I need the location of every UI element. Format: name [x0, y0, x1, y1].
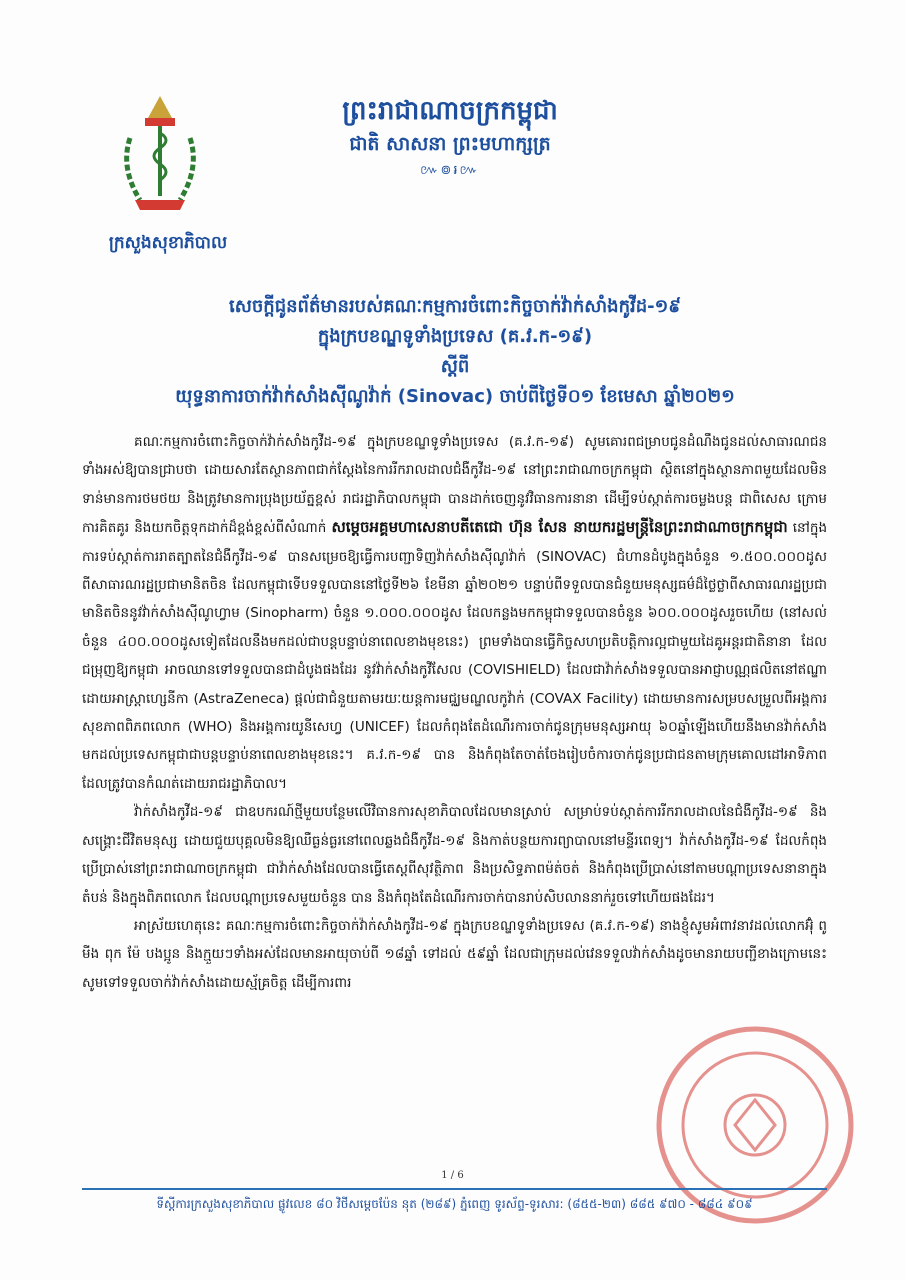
document-title-line-2: ក្នុងក្របខណ្ឌទូទាំងប្រទេស (គ.វ.ក-១៩): [317, 326, 593, 347]
document-title-line-3: ស្ដីពី: [440, 356, 470, 377]
footer-address: ទីស្ដីការក្រសួងសុខាភិបាល ផ្លូវលេខ ៨០ វិថីសម្ដេចប៉ែន នុត (២៨៩) ភ្នំពេញ ទូរស័ព្ទ-ទូរសារ: (៨៥៥-២៣) ៨៨៥ ៩៧០ - ៨៨៤ ៩០៩: [156, 1197, 753, 1211]
document-title-line-1: សេចក្ដីជូនព័ត៌មានរបស់គណៈកម្មការចំពោះកិច្ចចាក់វ៉ាក់សាំងកូវីដ-១៩: [229, 296, 681, 317]
ministry-name: ក្រសួងសុខាភិបាល: [108, 233, 228, 253]
footer-divider: [82, 1188, 827, 1190]
paragraph-2: វ៉ាក់សាំងកូវីដ-១៩ ជាឧបករណ៍ថ្មីមួយបន្ថែមលើវិធានការសុខាភិបាលដែលមានស្រាប់ សម្រាប់ទប់ស្កាត់ការរីករាលដាលនៃជំងឺកូវីដ-១៩ និងសង្គ្រោះជីវិតមនុស្ស ដោយជួយបុគ្គលមិនឱ្យឈឺធ្ងន់ធ្ងរនៅពេលឆ្លងជំងឺកូវីដ-១៩ និងកាត់បន្ថយការព្យាបាលនៅមន្ទីរពេទ្យ។ វ៉ាក់សាំងកូវីដ-១៩ ដែលកំពុងប្រើប្រាស់នៅព្រះរាជាណាចក្រកម្ពុជា ជាវ៉ាក់សាំងដែលបានធ្វើតេស្តពីសុវត្ថិភាព និងប្រសិទ្ធភាពម៉ត់ចត់ និងកំពុងប្រើប្រាស់នៅតាមបណ្ដាប្រទេសនានាក្នុងតំបន់ និងក្នុងពិភពលោក ដែលបណ្ដាប្រទេសមួយចំនួន បាន និងកំពុងតែដំណើរការចាក់បានរាប់សិបលាននាក់រួចទៅហើយផងដែរ។: [82, 804, 827, 906]
document-body: [82, 428, 827, 997]
national-motto: ជាតិ សាសនា ព្រះមហាក្សត្រ: [349, 133, 551, 155]
page-number: 1 / 6: [441, 1170, 464, 1181]
paragraph-1-part-b: នៅក្នុងការទប់ស្កាត់ការរាតត្បាតនៃជំងឺកូវីដ-១៩ បានសម្រេចឱ្យធ្វើការបញ្ជាទិញវ៉ាក់សាំងស៊ីណូវ៉ាក់ (SINOVAC) ជំហានដំបូងក្នុងចំនួន ១.៥០០.០០០ដូស ពីសាធារណរដ្ឋប្រជាមានិតចិន ដែលកម្ពុជាទើបទទួលបាននៅថ្ងៃទី២៦ ខែមីនា ឆ្នាំ២០២១ បន្ទាប់ពីទទួលបានជំនួយមនុស្សធម៌ដ៏ថ្លៃថ្លាពីសាធារណរដ្ឋប្រជាមានិតចិននូវវ៉ាក់សាំងស៊ីណូហ្វាម (Sinopharm) ចំនួន ១.០០០.០០០ដូស ដែលកន្លងមកកម្ពុជាទទួលបានចំនួន ៦០០.០០០ដូសរួចហើយ (នៅសល់ចំនួន ៤០០.០០០ដូសទៀតដែលនឹងមកដល់ជាបន្តបន្ទាប់នាពេលខាងមុខនេះ) ព្រមទាំងបានធ្វើកិច្ចសហប្រតិបត្តិការល្អជាមួយដៃគូអន្តរជាតិនានា ដែលជម្រុញឱ្យកម្ពុជា អាចឈានទៅទទួលបានជាដំបូងផងដែរ នូវវ៉ាក់សាំងកូវីសែល (COVISHIELD) ដែលជាវ៉ាក់សាំងទទួលបានអាជ្ញាបណ្ណផលិតនៅឥណ្ឌាដោយអាស្ត្រាហ្សេនីកា (AstraZeneca) ផ្ដល់ជាជំនួយតាមរយៈយន្តការមជ្ឈមណ្ឌលកូវ៉ាក់ (COVAX Facility) ដោយមានការសម្របសម្រួលពីអង្គការសុខភាពពិភពលោក (WHO) និងអង្គការយូនីសេហ្វ (UNICEF) ដែលកំពុងតែដំណើរការចាក់ជូនក្រុមមនុស្សអាយុ ៦០ឆ្នាំឡើងហើយនឹងមានវ៉ាក់សាំងមកដល់ប្រទេសកម្ពុជាជាបន្តបន្ទាប់នាពេលខាងមុខនេះ។ គ.វ.ក-១៩ បាន និងកំពុងតែចាត់ចែងរៀបចំការចាក់ជូនប្រជាជនតាមក្រុមគោលដៅអាទិភាពដែលត្រូវបានកំណត់ដោយរាជរដ្ឋាភិបាល។: [82, 520, 828, 792]
ornament-divider: ៚៙៛៚: [420, 163, 480, 178]
document-title-block: [110, 292, 800, 412]
paragraph-1: [82, 428, 827, 798]
ministry-emblem-icon: [110, 88, 210, 218]
prime-minister-name: សម្ដេចអគ្គមហាសេនាបតីតេជោ ហ៊ុន សែន នាយករដ្ឋមន្ត្រីនៃព្រះរាជាណាចក្រកម្ពុជា: [331, 518, 788, 537]
paragraph-3: អាស្រ័យហេតុនេះ គណៈកម្មការចំពោះកិច្ចចាក់វ៉ាក់សាំងកូវីដ-១៩ ក្នុងក្របខណ្ឌទូទាំងប្រទេស (គ.វ.ក-១៩) នាងខ្ញុំសូមអំពាវនាវដល់លោកអ៊ុំ ពូ មីង ពុក ម៉ែ បងប្អូន និងក្មួយៗទាំងអស់ដែលមានអាយុចាប់ពី ១៨ឆ្នាំ ទៅដល់ ៥៩ឆ្នាំ ដែលជាក្រុមដល់វេនទទួលវ៉ាក់សាំងដូចមានរាយបញ្ជីខាងក្រោមនេះ សូមទៅទទួលចាក់វ៉ាក់សាំងដោយស្ម័គ្រចិត្ត ដើម្បីការពារ: [82, 917, 827, 991]
paragraph-1-part-a: គណៈកម្មការចំពោះកិច្ចចាក់វ៉ាក់សាំងកូវីដ-១៩ ក្នុងក្របខណ្ឌទូទាំងប្រទេស (គ.វ.ក-១៩) សូមគោរពជម្រាបជូនដំណឹងជូនដល់សាធារណជនទាំងអស់ឱ្យបានជ្រាបថា ដោយសារតែស្ថានភាពជាក់ស្ដែងនៃការរីករាលដាលជំងឺកូវីដ-១៩ នៅព្រះរាជាណាចក្រកម្ពុជា ស្ថិតនៅក្នុងស្ថានភាពមួយដែលមិនទាន់មានការថមថយ និងត្រូវមានការប្រុងប្រយ័ត្នខ្ពស់ រាជរដ្ឋាភិបាលកម្ពុជា បានដាក់ចេញនូវវិធានការនានា ដើម្បីទប់ស្កាត់ការចម្លងបន្ត ជាពិសេស ក្រោមការគិតគូរ និងយកចិត្តទុកដាក់ដ៏ខ្ពង់ខ្ពស់ពីសំណាក់: [82, 434, 827, 537]
kingdom-title: ព្រះរាជាណាចក្រកម្ពុជា: [342, 96, 558, 126]
document-title-line-4: យុទ្ធនាការចាក់វ៉ាក់សាំងស៊ីណូវ៉ាក់ (Sinovac) ចាប់ពីថ្ងៃទី០១ ខែមេសា ឆ្នាំ២០២១: [175, 386, 735, 407]
kingdom-header: [300, 94, 600, 181]
